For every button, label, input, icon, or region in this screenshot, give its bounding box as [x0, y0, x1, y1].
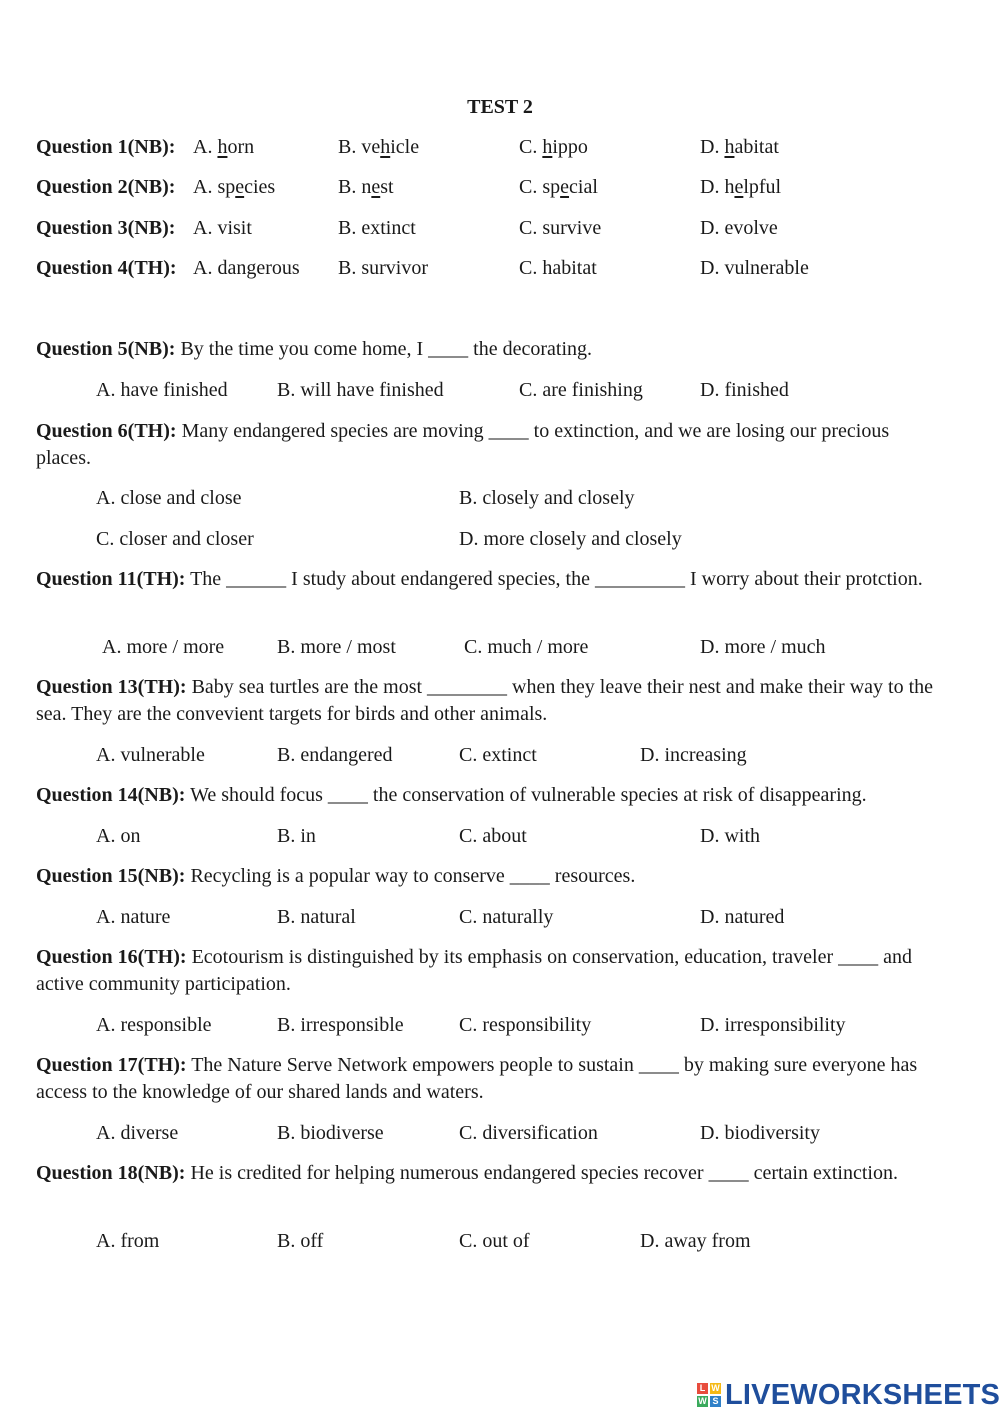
question-11-stem	[36, 566, 948, 593]
option-d[interactable]: D. vulnerable	[700, 257, 809, 279]
option-c[interactable]: C. special	[519, 176, 598, 198]
option-b[interactable]: B. nest	[338, 176, 394, 198]
option-d[interactable]: D. with	[700, 825, 760, 847]
question-text: The ______ I study about endangered species, the _________ I worry about their protction.	[185, 568, 923, 590]
option-b[interactable]: B. extinct	[338, 217, 416, 239]
option-a[interactable]: A. dangerous	[193, 257, 300, 279]
option-a[interactable]: A. visit	[193, 217, 252, 239]
option-b[interactable]: B. vehicle	[338, 136, 420, 158]
option-c[interactable]: C. naturally	[459, 906, 554, 928]
option-d[interactable]: D. increasing	[640, 744, 747, 766]
question-label: Question 4(TH):	[36, 257, 177, 279]
option-b[interactable]: B. will have finished	[277, 379, 444, 401]
option-a[interactable]: A. vulnerable	[96, 744, 205, 766]
option-d[interactable]: D. natured	[700, 906, 785, 928]
question-label: Question 5(NB):	[36, 338, 176, 360]
question-1	[0, 134, 1000, 160]
option-c[interactable]: C. much / more	[464, 636, 589, 658]
option-a[interactable]: A. diverse	[96, 1122, 179, 1144]
question-label: Question 18(NB):	[36, 1162, 186, 1184]
question-label: Question 16(TH):	[36, 946, 187, 968]
option-d[interactable]: D. finished	[700, 379, 789, 401]
question-14-stem	[36, 782, 976, 809]
question-2	[0, 174, 1000, 200]
liveworksheets-logo-icon	[697, 1383, 721, 1407]
question-11-options	[0, 634, 1000, 660]
option-b[interactable]: B. irresponsible	[277, 1014, 404, 1036]
option-a[interactable]: A. on	[96, 825, 141, 847]
option-b[interactable]: B. closely and closely	[459, 487, 635, 509]
question-text: Recycling is a popular way to conserve ____ resources.	[185, 865, 636, 887]
option-c[interactable]: C. out of	[459, 1230, 530, 1252]
option-b[interactable]: B. in	[277, 825, 316, 847]
question-18-options	[0, 1228, 1000, 1254]
question-18-stem	[36, 1160, 948, 1187]
option-b[interactable]: B. natural	[277, 906, 356, 928]
question-label: Question 6(TH):	[36, 420, 177, 442]
question-16-stem	[36, 944, 948, 998]
question-label: Question 11(TH):	[36, 568, 186, 590]
option-c[interactable]: C. closer and closer	[96, 528, 254, 550]
option-c[interactable]: C. responsibility	[459, 1014, 592, 1036]
question-text: Many endangered species are moving ____ to extinction, and we are losing our precious places.	[36, 420, 890, 469]
option-d[interactable]: D. helpful	[700, 176, 782, 198]
option-c[interactable]: C. survive	[519, 217, 602, 239]
option-c[interactable]: C. are finishing	[519, 379, 643, 401]
question-17-stem	[36, 1052, 948, 1106]
question-label: Question 13(TH):	[36, 676, 187, 698]
question-label: Question 1(NB):	[36, 136, 176, 158]
option-d[interactable]: D. more closely and closely	[459, 528, 682, 550]
question-15-stem	[36, 863, 948, 890]
liveworksheets-logo	[697, 1378, 1000, 1412]
option-d[interactable]: D. evolve	[700, 217, 778, 239]
option-a[interactable]: A. from	[96, 1230, 160, 1252]
option-a[interactable]: A. close and close	[96, 487, 242, 509]
question-17-options	[0, 1120, 1000, 1146]
question-text: By the time you come home, I ____ the decorating.	[175, 338, 593, 360]
question-label: Question 3(NB):	[36, 217, 176, 239]
option-a[interactable]: A. horn	[193, 136, 255, 158]
option-b[interactable]: B. biodiverse	[277, 1122, 384, 1144]
question-16-options	[0, 1012, 1000, 1038]
question-13-stem	[36, 674, 948, 728]
option-a[interactable]: A. have finished	[96, 379, 228, 401]
option-a[interactable]: A. responsible	[96, 1014, 212, 1036]
page-title: TEST 2	[467, 96, 533, 118]
question-5-stem	[36, 336, 948, 363]
question-label: Question 2(NB):	[36, 176, 176, 198]
question-text: Ecotourism is distinguished by its emphasis on conservation, education, traveler ____ and active community participation.	[36, 946, 912, 995]
logo-tile: W	[711, 1383, 720, 1393]
question-label: Question 14(NB):	[36, 784, 186, 806]
question-text: He is credited for helping numerous endangered species recover ____ certain extinction.	[185, 1162, 898, 1184]
option-a[interactable]: A. more / more	[102, 636, 225, 658]
option-c[interactable]: C. extinct	[459, 744, 537, 766]
option-c[interactable]: C. diversification	[459, 1122, 598, 1144]
option-c[interactable]: C. hippo	[519, 136, 588, 158]
logo-text: LIVEWORKSHEETS	[725, 1378, 1000, 1411]
option-b[interactable]: B. more / most	[277, 636, 396, 658]
option-b[interactable]: B. survivor	[338, 257, 428, 279]
question-13-options	[0, 742, 1000, 768]
logo-tile: W	[698, 1396, 707, 1406]
question-6-options-row2	[0, 526, 1000, 552]
question-15-options	[0, 904, 1000, 930]
option-c[interactable]: C. about	[459, 825, 527, 847]
question-label: Question 15(NB):	[36, 865, 186, 887]
option-d[interactable]: D. more / much	[700, 636, 826, 658]
question-6-options-row1	[0, 485, 1000, 511]
question-6-stem	[36, 418, 948, 472]
logo-tile: S	[710, 1396, 721, 1407]
option-d[interactable]: D. irresponsibility	[700, 1014, 846, 1036]
question-14-options	[0, 823, 1000, 849]
option-b[interactable]: B. endangered	[277, 744, 393, 766]
option-d[interactable]: D. habitat	[700, 136, 779, 158]
option-d[interactable]: D. biodiversity	[700, 1122, 820, 1144]
question-text: The Nature Serve Network empowers people to sustain ____ by making sure everyone has access to the knowledge of our shared lands and waters.	[36, 1054, 918, 1103]
logo-tile: L	[697, 1383, 708, 1394]
question-text: We should focus ____ the conservation of vulnerable species at risk of disappearing.	[185, 784, 867, 806]
option-d[interactable]: D. away from	[640, 1230, 751, 1252]
option-a[interactable]: A. species	[193, 176, 276, 198]
question-5-options	[0, 377, 1000, 403]
option-b[interactable]: B. off	[277, 1230, 324, 1252]
question-4	[0, 255, 1000, 281]
option-a[interactable]: A. nature	[96, 906, 171, 928]
question-label: Question 17(TH):	[36, 1054, 187, 1076]
question-text: Baby sea turtles are the most ________ when they leave their nest and make their way to the sea. They are the convevient targets for birds and other animals.	[36, 676, 934, 725]
option-c[interactable]: C. habitat	[519, 257, 597, 279]
question-3	[0, 215, 1000, 241]
